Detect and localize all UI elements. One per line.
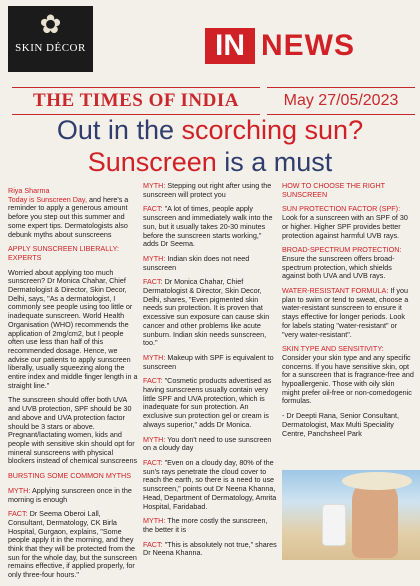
sunscreen-bottle — [322, 504, 346, 546]
sun-hat — [342, 472, 412, 490]
section-apply-liberally: APPLY SUNSCREEN LIBERALLY: EXPERTS — [8, 244, 120, 262]
byline: Riya Sharma — [8, 186, 50, 195]
fact-text: "A lot of times, people apply sunscreen and immediately walk into the sun, but it usually takes 20-30 minutes before the sunscreen starts working," adds Dr Seema. — [143, 204, 273, 249]
myth-label: MYTH: — [143, 516, 166, 526]
expert-credit: - Dr Deepti Rana, Senior Consultant, Dermatologist, Max Multi Speciality Centre, Panchsheel Park — [282, 411, 400, 438]
myth-text: Indian skin does not need sunscreen — [143, 253, 250, 272]
myth-label: MYTH: — [143, 434, 166, 444]
column-3 — [282, 182, 414, 444]
subheading-water-resistant: WATER-RESISTANT FORMULA: — [282, 286, 389, 296]
fact-text: Dr Monica Chahar, Chief Dermatologist & Director, Skin Decor, Delhi, shares, "Even pigmented skin needs sun protection. It is proven that excessive sun exposure can cause skin cancer and other problems like acute sunburn. Indian skin needs sunscreen, too." — [143, 277, 270, 348]
logo-text: SKIN DÉCOR — [15, 42, 86, 54]
headline-part2: is a must — [216, 147, 333, 177]
headline-accent2: Sunscreen — [87, 147, 217, 177]
fact-label: FACT: — [143, 539, 163, 549]
myth-text: Applying sunscreen once in the morning is enough — [8, 485, 132, 504]
headline-part1: Out in the — [56, 115, 182, 145]
myth-text: Stepping out right after using the sunscreen will protect you — [143, 181, 272, 199]
in-label: IN — [205, 28, 255, 64]
fact-text: "This is absolutely not true," shares Dr Neena Khanna. — [143, 539, 277, 558]
paragraph: The sunscreen should offer both UVA and UVB protection, SPF should be 30 and above and UVA protection factor should be 3 stars or above. Pregnant/lactating women, kids and people with sensitive skin should opt for mineral sunscreens with physical blockers instead of chemical sunscreens — [8, 395, 138, 466]
column-2 — [143, 182, 278, 564]
column-1 — [8, 187, 138, 586]
skin-decor-logo — [8, 6, 93, 72]
myth-label: MYTH: — [8, 485, 31, 495]
tip-text: Look for a sunscreen with an SPF of 30 or higher. Higher SPF provides better protection against harmful UVB rays. — [282, 213, 408, 240]
section-choose-sunscreen: HOW TO CHOOSE THE RIGHT SUNSCREEN — [282, 181, 385, 199]
fact-text: Dr Seema Oberoi Lall, Consultant, Dermatology, CK Birla Hospital, Gurgaon, explains, "Some people apply it in the morning, and they think that they will be protected from the sun for the whole day, but the sunscreen remains effective, if applied properly, for only three-four hours." — [8, 509, 137, 580]
myth-label: MYTH: — [143, 352, 166, 362]
myth-label: MYTH: — [143, 181, 166, 190]
section-myths: BURSTING SOME COMMON MYTHS — [8, 471, 131, 481]
myth-text: Makeup with SPF is equivalent to sunscreen — [143, 352, 274, 371]
tip-text: Ensure the sunscreen offers broad-spectrum protection, which shields against both UVA and UVB rays. — [282, 253, 395, 281]
publication-name: THE TIMES OF INDIA — [12, 87, 260, 115]
paragraph: Worried about applying too much sunscreen? Dr Monica Chahar, Chief Dermatologist & Director, Skin Decor, Delhi, says, "As a dermatologist, I commonly see people using too little or inadequate sunscreen. World Health Organisation (WHO) recommends the application of 2mg/cm2, but I people often use less than half of this recommended dosage. Hence, we advise our patients to apply sunscreen liberally, usually squeezing along the entire index and middle finger length in a straight line." — [8, 267, 138, 390]
news-label: NEWS — [261, 29, 355, 62]
beach-photo — [282, 470, 420, 560]
fact-label: FACT: — [8, 509, 28, 519]
fact-text: "Even on a cloudy day, 80% of the sun's rays penetrate the cloud cover to reach the earth, so there is a need to use sunscreen," points out Dr Neena Khanna, Head, Department of Dermatology, Amrita Hospital, Faridabad. — [143, 457, 277, 511]
fact-label: FACT: — [143, 457, 163, 467]
myth-text: The more costly the sunscreen, the better it is — [143, 516, 268, 534]
subheading-skin-type: SKIN TYPE AND SENSITIVITY: — [282, 344, 384, 354]
myth-text: You don't need to use sunscreen on a cloudy day — [143, 434, 272, 453]
leaf-emblem-icon: ✿ — [39, 10, 62, 40]
woman-figure — [352, 478, 398, 558]
publication-date: May 27/05/2023 — [267, 87, 415, 115]
intro-lead: Today is Sunscreen Day, — [8, 194, 87, 204]
tip-text: Consider your skin type and any specific concerns. If you have sensitive skin, opt for a sunscreen that is fragrance-free and hypoallergenic. Those with oily skin might prefer oil-free or non-comedogenic formulas. — [282, 352, 414, 406]
fact-text: "Cosmetic products advertised as having sunscreens usually contain very little SPF and UVA protection, which is inadequate for sun protection. An exclusive sun protection gel or cream is always superior," adds Dr Monica. — [143, 376, 272, 429]
intro-text: and here's a reminder to apply a generous amount before you step out this summer and some expert tips. Dermatologists also debunk myths about sunscreens — [8, 194, 129, 239]
fact-label: FACT: — [143, 277, 163, 287]
headline-accent1: scorching sun? — [181, 115, 364, 145]
article-headline — [0, 114, 420, 178]
subheading-broad-spectrum: BROAD-SPECTRUM PROTECTION: — [282, 245, 402, 255]
subheading-spf: SUN PROTECTION FACTOR (SPF): — [282, 204, 401, 214]
fact-label: FACT: — [143, 376, 163, 386]
tip-text: If you plan to swim or tend to sweat, choose a water-resistant sunscreen to ensure it stays effective for longer periods. Look for labels stating "water-resistant" or "very water-resistant". — [282, 286, 409, 339]
myth-label: MYTH: — [143, 253, 166, 263]
fact-label: FACT: — [143, 204, 163, 214]
